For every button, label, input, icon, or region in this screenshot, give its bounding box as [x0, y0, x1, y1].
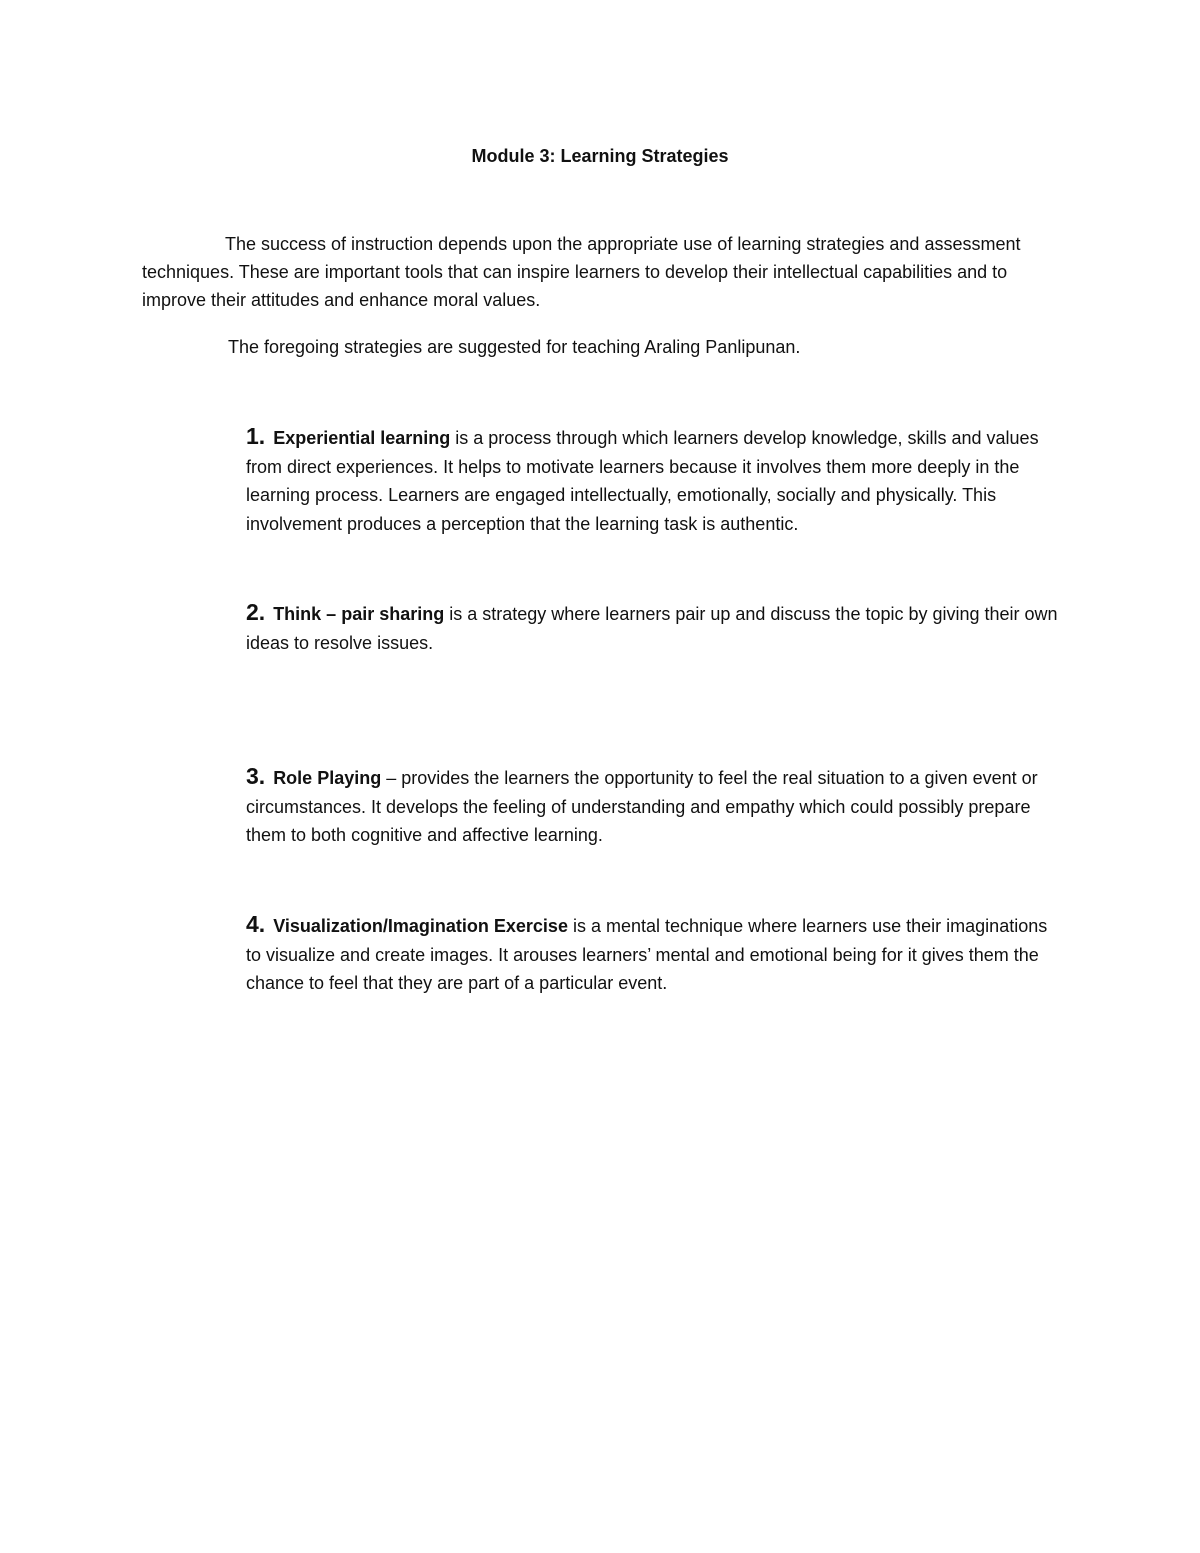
strategy-item-experiential-learning [246, 422, 1061, 538]
item-number: 3. [246, 763, 266, 789]
page-title: Module 3: Learning Strategies [471, 146, 729, 166]
item-number: 2. [246, 599, 266, 625]
foregoing-paragraph: The foregoing strategies are suggested for teaching Araling Panlipunan. [228, 337, 801, 357]
intro-paragraph: The success of instruction depends upon the appropriate use of learning strategies and assessment techniques. These are important tools that can inspire learners to develop their intellectual capabilities and to improve their attitudes and enhance moral values. [142, 234, 1021, 310]
item-description: is a strategy where learners pair up and discuss the topic by giving their own ideas to resolve issues. [246, 604, 1058, 653]
item-number: 1. [246, 423, 266, 449]
strategy-item-role-playing [246, 762, 1061, 850]
item-term: Visualization/Imagination Exercise [273, 916, 568, 936]
strategy-item-think-pair-sharing [246, 598, 1061, 657]
item-term: Experiential learning [273, 428, 451, 448]
item-description: – provides the learners the opportunity to feel the real situation to a given event or circumstances. It develops the feeling of understanding and empathy which could possibly prepare them to both cognitive and affective learning. [246, 768, 1038, 845]
item-term: Think – pair sharing [273, 604, 445, 624]
item-description: is a process through which learners develop knowledge, skills and values from direct experiences. It helps to motivate learners because it involves them more deeply in the learning process. Learners are engaged intellectually, emotionally, socially and physically. This involvement produces a perception that the learning task is authentic. [246, 428, 1039, 534]
item-description: is a mental technique where learners use their imaginations to visualize and create images. It arouses learners’ mental and emotional being for it gives them the chance to feel that they are part of a particular event. [246, 916, 1048, 993]
item-number: 4. [246, 911, 266, 937]
item-term: Role Playing [273, 768, 382, 788]
strategy-item-visualization [246, 910, 1061, 998]
